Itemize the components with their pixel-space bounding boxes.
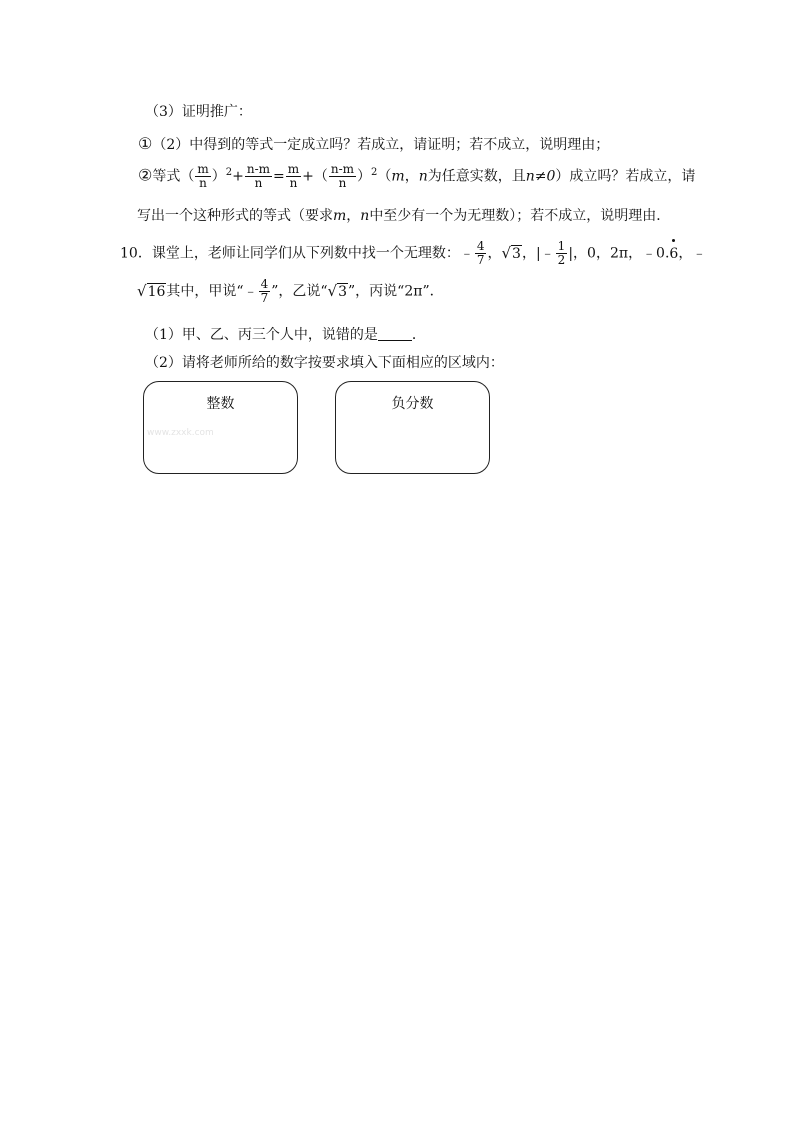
separator: ， [595, 245, 610, 262]
statement-jia: 其中，甲说“ [166, 283, 244, 300]
paren: ） [211, 168, 226, 185]
plus-sign: + [302, 168, 314, 185]
cond-not-zero: n≠0 [525, 168, 556, 185]
separator: ， [487, 245, 502, 262]
repeating-digit: 6 [669, 245, 679, 262]
number-two-pi: 2π [609, 245, 629, 262]
var-m: m [391, 168, 405, 185]
repeating-decimal-prefix: ﹣0. [642, 245, 670, 262]
period: ． [411, 327, 426, 343]
plus-sign: + [232, 168, 244, 185]
line2-post: 中至少有一个为无理数）；若不成立，说明理由． [369, 208, 671, 224]
circled-marker-2: ② [138, 165, 153, 185]
abs-open: |﹣ [535, 245, 555, 262]
minus-sign: ﹣ [692, 245, 707, 262]
fraction-1-2 [556, 240, 568, 267]
question-1-text: （2）中得到的等式一定成立吗？若成立，请证明；若不成立，说明理由； [152, 137, 610, 153]
frac-num: m [197, 162, 209, 177]
fraction-4-7-b [259, 278, 271, 305]
question-1-line [138, 134, 609, 158]
separator: ， [628, 245, 643, 262]
radicand: 3 [338, 283, 348, 300]
paren: （ [180, 168, 195, 185]
var-n: n [360, 208, 370, 224]
integer-box-label: 整数 [206, 396, 235, 412]
fraction-nm-over-n-2 [329, 163, 356, 190]
line2-pre: 写出一个这种形式的等式（要求 [137, 208, 333, 224]
frac-num: 1 [557, 239, 566, 253]
frac-num: 4 [260, 277, 269, 291]
sub-question-2-text: （2）请将老师所给的数字按要求填入下面相应的区域内： [145, 355, 504, 371]
exponent: 2 [371, 167, 378, 178]
separator: ， [573, 245, 588, 262]
question-2-line-2 [137, 206, 670, 230]
fraction-m-over-n [195, 163, 210, 190]
paren: ） [357, 168, 372, 185]
question-10-line-1 [120, 240, 706, 272]
radical-sign: √ [501, 243, 512, 262]
cond-mid: 为任意实数，且 [427, 168, 526, 185]
number-zero: 0 [587, 245, 596, 262]
comma: ， [346, 208, 361, 224]
frac-num: n-m [330, 162, 355, 177]
sub-question-2 [145, 353, 504, 377]
frac-num: 4 [476, 239, 485, 253]
fraction-4-7 [475, 240, 487, 267]
fraction-nm-over-n [245, 163, 272, 190]
var-m: m [333, 208, 347, 224]
minus-sign: ﹣ [243, 283, 258, 300]
frac-num: n-m [246, 162, 271, 177]
frac-num: m [287, 162, 300, 177]
var-n: n [418, 168, 428, 185]
separator: ， [678, 245, 693, 262]
question-2-line-1 [138, 163, 695, 195]
equation-lead: 等式 [152, 168, 181, 185]
frac-den: n [338, 176, 347, 191]
statement-bing: ”，丙说“2π”． [348, 283, 444, 300]
question-intro: 课堂上，老师让同学们从下列数中找一个无理数： [151, 245, 460, 262]
fraction-m-over-n-2 [286, 163, 301, 190]
circled-marker-1: ① [138, 134, 153, 153]
radical-sign: √ [327, 281, 338, 300]
answer-blank[interactable] [378, 326, 412, 341]
sub-question-1 [145, 325, 426, 349]
abs-close: | [568, 245, 574, 262]
radicand: 3 [512, 245, 521, 262]
watermark: www.zxxk.com [147, 428, 214, 438]
sqrt-3 [501, 243, 521, 264]
question-10-line-2 [137, 278, 444, 310]
cond-open: （ [377, 168, 392, 185]
frac-den: n [199, 176, 207, 191]
negative-fraction-box-label: 负分数 [391, 396, 434, 412]
radicand: 16 [147, 283, 166, 300]
minus-sign: ﹣ [459, 245, 474, 262]
equals-sign: = [273, 168, 285, 185]
exponent: 2 [225, 167, 233, 178]
cond-post: ）成立吗？若成立，请 [555, 168, 696, 185]
comma: ， [404, 168, 419, 185]
sqrt-3-b [328, 281, 348, 302]
statement-yi: ”，乙说“ [271, 283, 328, 300]
sqrt-16 [137, 281, 166, 302]
frac-den: 7 [476, 253, 485, 267]
question-number: 10． [120, 245, 152, 262]
separator: ， [521, 245, 536, 262]
part3-heading: （3）证明推广： [145, 104, 252, 120]
paren: （ [313, 168, 328, 185]
frac-den: 2 [557, 253, 566, 267]
negative-fraction-answer-box[interactable] [335, 381, 490, 474]
frac-den: 7 [260, 291, 269, 305]
frac-den: n [254, 176, 263, 191]
frac-den: n [289, 176, 298, 191]
radical-sign: √ [137, 281, 147, 300]
sub-question-1-text: （1）甲、乙、丙三个人中，说错的是 [145, 327, 378, 343]
